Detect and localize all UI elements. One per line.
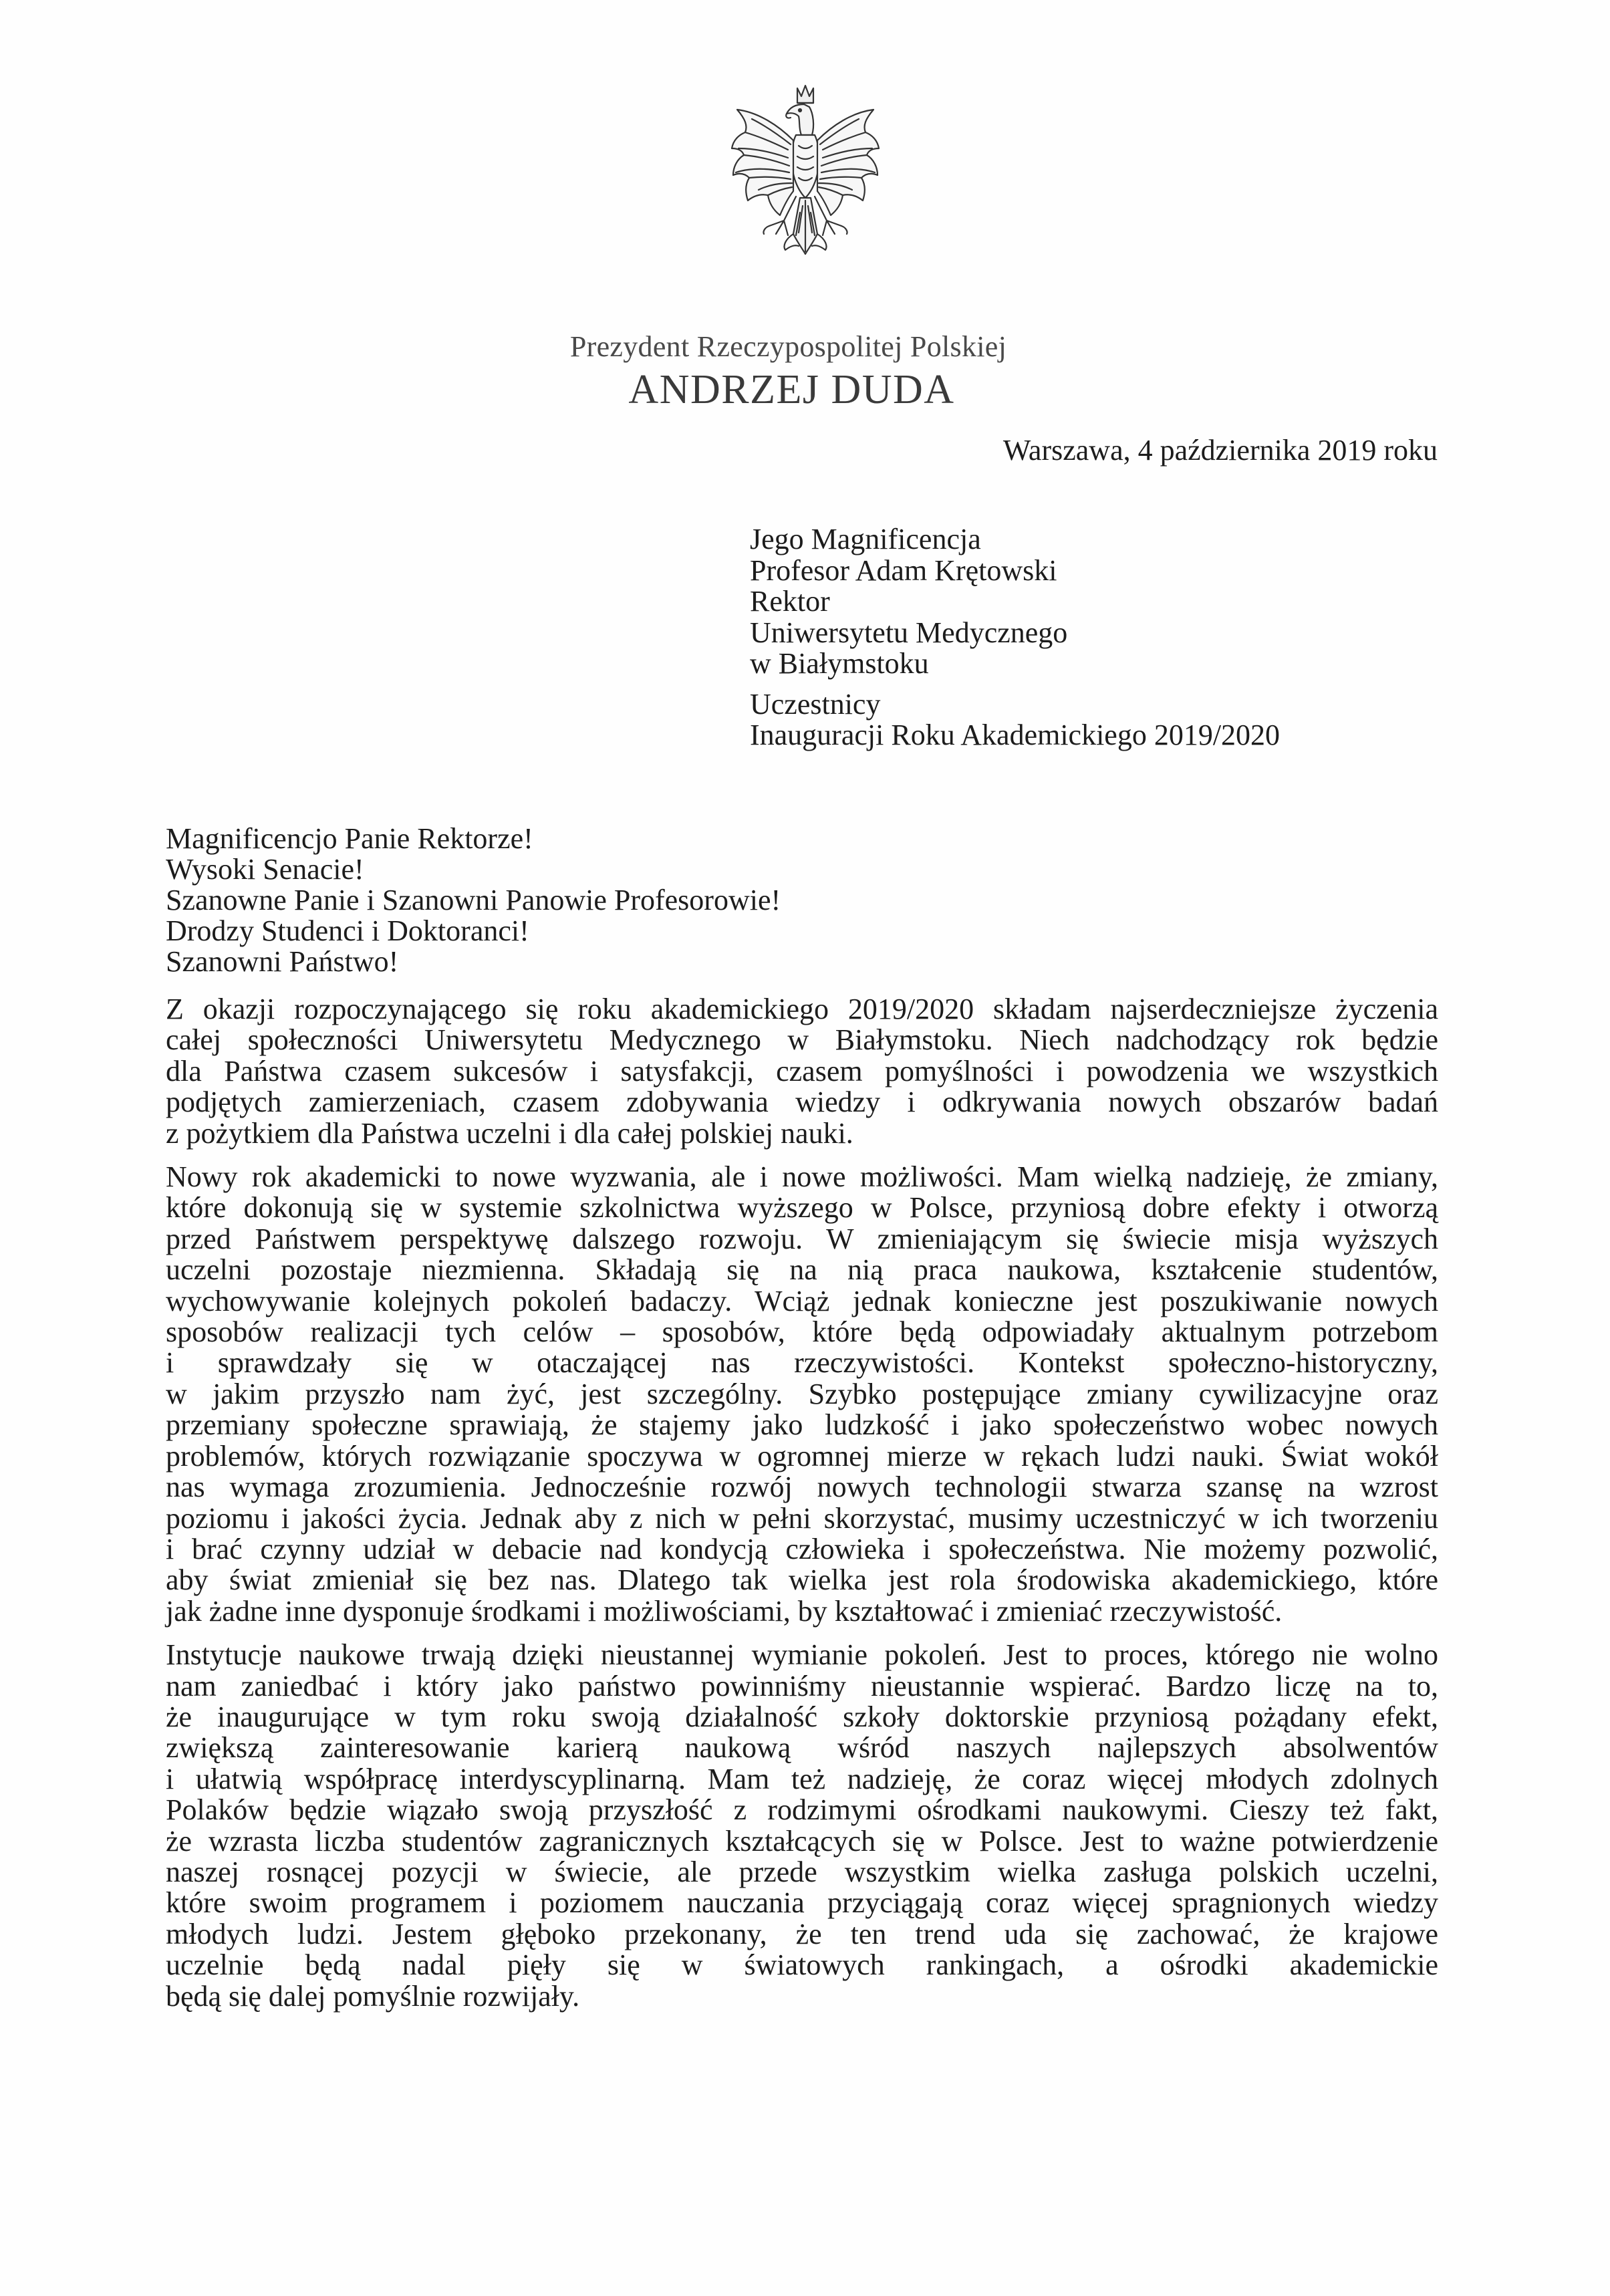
body-line: młodych ludzi. Jestem głęboko przekonany, że ten trend uda się zachować, że krajowe (166, 1917, 1438, 1950)
body-paragraph-2 (166, 1162, 1438, 1627)
body-line: w jakim przyszło nam żyć, jest szczególny. Szybko postępujące zmiany cywilizacyjne oraz (166, 1377, 1438, 1410)
body-line: będą się dalej pomyślnie rozwijały. (166, 1979, 580, 2013)
body-paragraph-3 (166, 1640, 1438, 2012)
body-paragraph-1 (166, 994, 1438, 1149)
recipient-line: Jego Magnificencja (750, 523, 981, 555)
recipient-line: Uniwersytetu Medycznego (750, 616, 1068, 649)
recipient-block (750, 524, 1280, 751)
body-line: naszej rosnącej pozycji w świecie, ale przede wszystkim wielka zasługa polskich uczelni, (166, 1855, 1438, 1888)
salutation-line: Magnificencjo Panie Rektorze! (166, 822, 533, 855)
letter-body (166, 994, 1438, 2025)
letterhead-office-text: Prezydent Rzeczypospolitej Polskiej (569, 330, 1007, 363)
body-line: nas wymaga zrozumienia. Jednocześnie rozwój nowych technologii stwarza szansę na wzrost (166, 1471, 1438, 1504)
body-line: nam zaniedbać i który jako państwo powinniśmy nieustannie wspierać. Bardzo liczę na to, (166, 1669, 1438, 1702)
salutation-line: Szanowni Państwo! (166, 945, 399, 978)
letterhead-president-name (0, 366, 1610, 414)
body-line: które dokonują się w systemie szkolnictwa wyższego w Polsce, przyniosą dobre efekty i otworzą (166, 1191, 1438, 1225)
body-line: i sprawdzały się w otaczającej nas rzeczywistości. Kontekst społeczno-historyczny, (166, 1346, 1438, 1380)
salutation-line: Szanowne Panie i Szanowni Panowie Profesorowie! (166, 884, 781, 916)
body-line: że wzrasta liczba studentów zagranicznych kształcących się w Polsce. Jest to ważne potwierdzenie (166, 1824, 1438, 1858)
body-line: dla Państwa czasem sukcesów i satysfakcji, czasem pomyślności i powodzenia we wszystkich (166, 1054, 1438, 1088)
body-line: Polaków będzie wiązało swoją przyszłość z rodzimymi ośrodkami naukowymi. Cieszy też fakt, (166, 1793, 1438, 1827)
body-line: przemiany społeczne sprawiają, że stajemy jako ludzkość i jako społeczeństwo wobec nowych (166, 1408, 1438, 1442)
body-line: poziomu i jakości życia. Jednak aby z nich w pełni skorzystać, musimy uczestniczyć w ich tworzeniu (166, 1501, 1438, 1535)
body-line: Z okazji rozpoczynającego się roku akademickiego 2019/2020 składam najserdeczniejsze życzenia (166, 993, 1438, 1025)
polish-eagle-emblem-icon (718, 79, 892, 293)
body-line: które swoim programem i poziomem nauczania przyciągają coraz więcej spragnionych wiedzy (166, 1886, 1438, 1920)
body-line: przed Państwem perspektywę dalszego rozwoju. W zmieniającym się świecie misja wyższych (166, 1222, 1438, 1255)
recipient-line: w Białymstoku (750, 647, 929, 680)
body-line: Instytucje naukowe trwają dzięki nieustannej wymianie pokoleń. Jest to proces, którego nie wolno (166, 1638, 1438, 1672)
body-line: aby świat zmieniał się bez nas. Dlatego tak wielka jest rola środowiska akademickiego, które (166, 1563, 1438, 1597)
recipient-line: Profesor Adam Krętowski (750, 553, 1057, 587)
body-line: i ułatwią współpracę interdyscyplinarną. Mam też nadzieję, że coraz więcej młodych zdolnych (166, 1762, 1438, 1795)
body-line: jak żadne inne dysponuje środkami i możliwościami, by kształtować i zmieniać rzeczywistość. (166, 1594, 1283, 1628)
salutation-line: Drodzy Studenci i Doktoranci! (166, 914, 529, 947)
body-line: Nowy rok akademicki to nowe wyzwania, ale i nowe możliwości. Mam wielką nadzieję, że zmiany, (166, 1160, 1438, 1194)
salutation-line: Wysoki Senacie! (166, 853, 364, 886)
body-line: i brać czynny udział w debacie nad kondycją człowieka i społeczeństwa. Nie możemy pozwolić, (166, 1532, 1438, 1565)
body-line: zwiększą zainteresowanie karierą naukową wśród naszych najlepszych absolwentów (166, 1731, 1438, 1765)
body-line: całej społeczności Uniwersytetu Medycznego w Białymstoku. Niech nadchodzący rok będzie (166, 1023, 1438, 1057)
letterhead-name-text: ANDRZEJ DUDA (628, 367, 955, 412)
letterhead-office-title (0, 330, 1610, 364)
body-line: podjętych zamierzeniach, czasem zdobywania wiedzy i odkrywania nowych obszarów badań (166, 1086, 1438, 1119)
body-line: z pożytkiem dla Państwa uczelni i dla całej polskiej nauki. (166, 1116, 853, 1150)
recipient-line: Uczestnicy (750, 687, 881, 721)
recipient-line: Rektor (750, 585, 830, 618)
body-line: wychowywanie kolejnych pokoleń badaczy. Wciąż jednak konieczne jest poszukiwanie nowych (166, 1284, 1438, 1317)
body-line: uczelnie będą nadal pięły się w światowych rankingach, a ośrodki akademickie (166, 1948, 1438, 1982)
body-line: że inaugurujące w tym roku swoją działalność szkoły doktorskie przyniosą pożądany efekt, (166, 1700, 1438, 1733)
body-line: uczelni pozostaje niezmienna. Składają się na nią praca naukowa, kształcenie studentów, (166, 1253, 1438, 1287)
salutations-block (166, 823, 781, 977)
recipient-line: Inauguracji Roku Akademickiego 2019/2020 (750, 719, 1281, 751)
place-and-date: Warszawa, 4 października 2019 roku (1002, 434, 1438, 467)
body-line: sposobów realizacji tych celów – sposobów, które będą odpowiadały aktualnym potrzebom (166, 1315, 1438, 1349)
body-line: problemów, których rozwiązanie spoczywa w ogromnej mierze w rękach ludzi nauki. Świat wokół (166, 1439, 1438, 1473)
